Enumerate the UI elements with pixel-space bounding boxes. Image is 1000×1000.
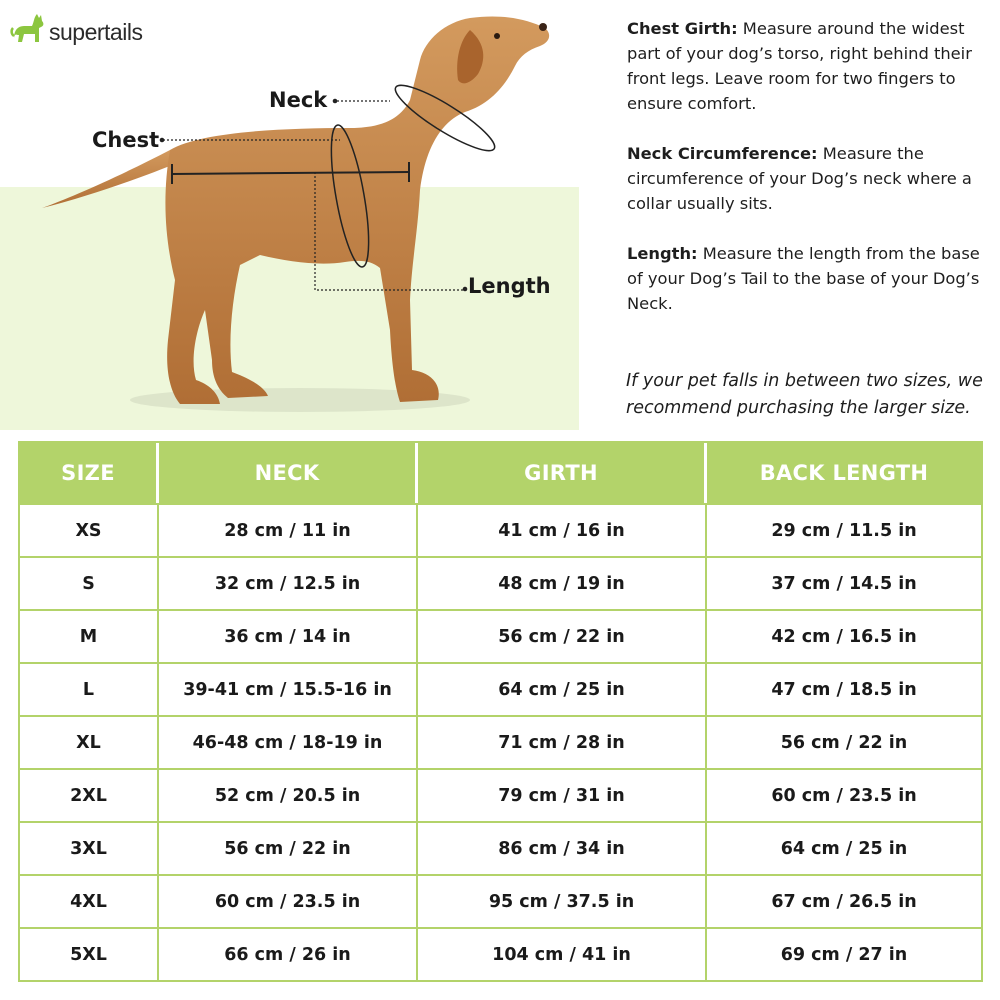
cell-neck: 32 cm / 12.5 in [159, 556, 418, 609]
cell-girth: 48 cm / 19 in [418, 556, 707, 609]
cell-back-length: 56 cm / 22 in [707, 715, 981, 768]
cell-back-length: 67 cm / 26.5 in [707, 874, 981, 927]
cell-girth: 104 cm / 41 in [418, 927, 707, 980]
cell-girth: 56 cm / 22 in [418, 609, 707, 662]
header-girth: GIRTH [418, 443, 707, 503]
cell-size: 2XL [20, 768, 159, 821]
length-instruction: Length: Measure the length from the base of your Dog’s Tail to the base of your Dog’s Neck. [627, 244, 980, 313]
length-label: Length [468, 274, 551, 298]
cell-neck: 28 cm / 11 in [159, 503, 418, 556]
table-header-row [20, 443, 981, 503]
cell-back-length: 69 cm / 27 in [707, 927, 981, 980]
cell-girth: 71 cm / 28 in [418, 715, 707, 768]
cell-size: 5XL [20, 927, 159, 980]
header-back-length: BACK LENGTH [707, 443, 981, 503]
cell-size: XS [20, 503, 159, 556]
cell-neck: 56 cm / 22 in [159, 821, 418, 874]
header-neck: NECK [159, 443, 418, 503]
measurement-instructions [627, 16, 987, 341]
cell-size: M [20, 609, 159, 662]
cell-girth: 64 cm / 25 in [418, 662, 707, 715]
cell-size: 4XL [20, 874, 159, 927]
dog-measurement-illustration [0, 0, 600, 430]
cell-back-length: 29 cm / 11.5 in [707, 503, 981, 556]
brand-wordmark: supertails [49, 19, 143, 45]
size-chart-table [18, 441, 983, 982]
table-row [20, 715, 981, 768]
dog-eye [494, 33, 500, 39]
table-row [20, 609, 981, 662]
dog-tail [42, 150, 180, 208]
cell-girth: 86 cm / 34 in [418, 821, 707, 874]
cell-neck: 66 cm / 26 in [159, 927, 418, 980]
cell-back-length: 64 cm / 25 in [707, 821, 981, 874]
cell-back-length: 60 cm / 23.5 in [707, 768, 981, 821]
cell-back-length: 47 cm / 18.5 in [707, 662, 981, 715]
table-row [20, 662, 981, 715]
table-row [20, 927, 981, 980]
cell-neck: 39-41 cm / 15.5-16 in [159, 662, 418, 715]
cell-girth: 79 cm / 31 in [418, 768, 707, 821]
dog-nose [539, 23, 547, 31]
chest-label: Chest [92, 128, 160, 152]
cell-neck: 52 cm / 20.5 in [159, 768, 418, 821]
cell-back-length: 42 cm / 16.5 in [707, 609, 981, 662]
size-recommendation-note: If your pet falls in between two sizes, we recommend purchasing the larger size. [626, 371, 983, 418]
table-row [20, 874, 981, 927]
cell-size: L [20, 662, 159, 715]
cell-neck: 36 cm / 14 in [159, 609, 418, 662]
table-row [20, 768, 981, 821]
chest-girth-instruction: Chest Girth: Measure around the widest part of your dog’s torso, right behind their front legs. Leave room for two fingers to ensure comfort. [627, 19, 972, 113]
cell-girth: 95 cm / 37.5 in [418, 874, 707, 927]
cell-size: XL [20, 715, 159, 768]
table-row [20, 503, 981, 556]
cell-girth: 41 cm / 16 in [418, 503, 707, 556]
neck-circumference-instruction: Neck Circumference: Measure the circumference of your Dog’s neck where a collar usually sits. [627, 144, 972, 213]
cell-neck: 60 cm / 23.5 in [159, 874, 418, 927]
dog-body [165, 16, 549, 404]
table-row [20, 821, 981, 874]
neck-label: Neck [269, 88, 328, 112]
header-size: SIZE [20, 443, 159, 503]
table-row [20, 556, 981, 609]
cell-back-length: 37 cm / 14.5 in [707, 556, 981, 609]
cell-size: 3XL [20, 821, 159, 874]
cell-neck: 46-48 cm / 18-19 in [159, 715, 418, 768]
cell-size: S [20, 556, 159, 609]
